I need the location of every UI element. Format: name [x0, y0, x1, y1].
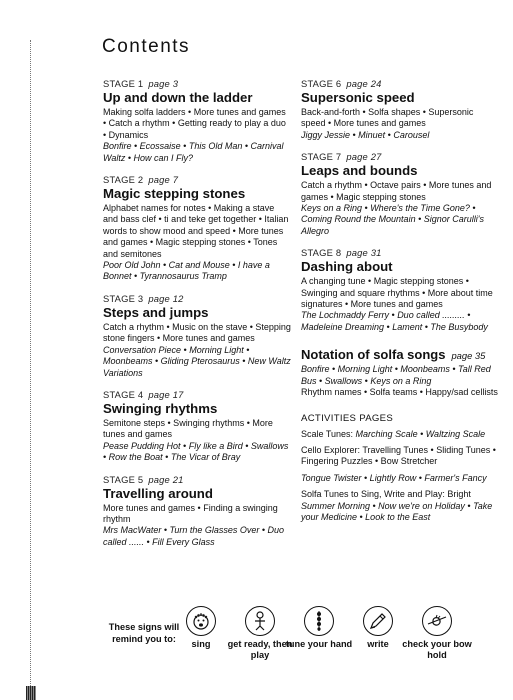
- stage-title: Dashing about: [301, 259, 393, 275]
- sign-label: check your bow hold: [402, 639, 472, 660]
- stage-topics: Catch a rhythm • Octave pairs • More tunes and games • Magic stepping stones: [301, 180, 492, 202]
- stage-title: Up and down the ladder: [103, 90, 253, 105]
- sign-bow-hold: [402, 606, 472, 661]
- bow-hand-icon: [422, 606, 452, 636]
- pencil-icon: [363, 606, 393, 636]
- sign-label: sing: [191, 639, 211, 649]
- stage-page: page 7: [148, 174, 179, 186]
- stage-tunes: Poor Old John • Cat and Mouse • I have a Bonnet • Tyrannosaurus Tramp: [103, 260, 270, 282]
- binding-dots: [30, 40, 31, 688]
- sign-label: tune your hand: [285, 639, 353, 649]
- stage-label: STAGE 6: [301, 78, 342, 89]
- stage-label: STAGE 8: [301, 247, 342, 259]
- stage-label: STAGE 1: [103, 78, 144, 89]
- left-column: [103, 78, 291, 558]
- stage-6: [301, 78, 499, 141]
- activity-item: Tongue Twister • Lightly Row • Farmer's Fancy: [301, 472, 487, 483]
- stage-2: [103, 174, 291, 283]
- page-title: Contents: [102, 36, 191, 57]
- stage-topics: A changing tune • Magic stepping stones • Swinging and square rhythms • More about time signatures • More tunes and games: [301, 276, 493, 310]
- stage-8: [301, 247, 499, 333]
- stage-tunes: Mrs MacWater • Turn the Glasses Over • Duo called ...... • Fill Every Glass: [103, 525, 285, 547]
- stage-topics: Alphabet names for notes • Making a stave and bass clef • ti and teke get together • Italian words to show mood and speed • More tunes and games • Magic stepping stones • Tones and semitones: [103, 203, 289, 259]
- stage-3: [103, 293, 291, 379]
- singing-face-icon: [186, 606, 216, 636]
- stage-tunes: The Lochmaddy Ferry • Duo called ......... • Madeleine Dreaming • Lament • The Busybody: [301, 310, 488, 332]
- activity-item: Solfa Tunes to Sing, Write and Play: Bright Summer Morning • Now we're on Holiday • Take your Medicine • Look to the East: [301, 489, 493, 522]
- stage-5: [103, 474, 291, 549]
- stage-title: Travelling around: [103, 485, 213, 501]
- stage-topics: Making solfa ladders • More tunes and games • Catch a rhythm • Getting ready to play a duo • Dynamics: [103, 107, 286, 140]
- stage-topics: Semitone steps • Swinging rhythms • More tunes and games: [103, 417, 273, 440]
- stage-label: STAGE 7: [301, 151, 342, 163]
- stage-tunes: Bonfire • Ecossaise • This Old Man • Carnival Waltz • How can I Fly?: [103, 141, 284, 163]
- stage-title: Steps and jumps: [103, 304, 209, 320]
- stage-4: [103, 389, 291, 464]
- stage-topics: Catch a rhythm • Music on the stave • Stepping stone fingers • More tunes and games: [103, 321, 291, 344]
- stage-tunes: Keys on a Ring • Where's the Time Gone? • Coming Round the Mountain • Signor Carulli's Allegro: [301, 203, 484, 236]
- stage-title: Swinging rhythms: [103, 400, 218, 416]
- ready-figure-icon: [245, 606, 275, 636]
- sign-label: write: [367, 639, 389, 649]
- notation-tunes: Bonfire • Morning Light • Moonbeams • Tall Red Bus • Swallows • Keys on a Ring: [301, 364, 491, 386]
- stage-label: STAGE 3: [103, 292, 144, 304]
- stage-topics: Back-and-forth • Solfa shapes • Supersonic speed • More tunes and games: [301, 107, 474, 129]
- stage-page: page 17: [148, 388, 184, 400]
- stage-7: [301, 151, 499, 237]
- stage-page: page 3: [148, 78, 179, 89]
- right-column: [301, 78, 499, 528]
- stage-title: Leaps and bounds: [301, 163, 418, 179]
- page-corner-mark: [26, 686, 36, 700]
- stage-topics: More tunes and games • Finding a swinging rhythm: [103, 502, 278, 524]
- notation-title: Notation of solfa songs: [301, 347, 446, 363]
- stage-page: page 31: [346, 247, 382, 259]
- sign-label: get ready, then play: [227, 639, 293, 660]
- activity-item: Cello Explorer: Travelling Tunes • Sliding Tunes • Fingering Puzzles • Bow Stretcher: [301, 444, 496, 467]
- stage-page: page 24: [346, 78, 382, 89]
- stage-title: Magic stepping stones: [103, 186, 246, 202]
- stage-tunes: Pease Pudding Hot • Fly like a Bird • Swallows • Row the Boat • The Vicar of Bray: [103, 440, 289, 463]
- activities-heading: ACTIVITIES PAGES: [301, 412, 394, 424]
- stage-tunes: Jiggy Jessie • Minuet • Carousel: [301, 129, 430, 140]
- stage-1: [103, 78, 291, 164]
- stage-label: STAGE 4: [103, 388, 144, 400]
- stage-page: page 21: [148, 473, 184, 485]
- notation-topics: Rhythm names • Solfa teams • Happy/sad cellists: [301, 387, 498, 398]
- hand-dots-icon: [304, 606, 334, 636]
- signs-intro: These signs will remind you to:: [108, 622, 180, 644]
- stage-tunes: Conversation Piece • Morning Light • Moonbeams • Gliding Pterosaurus • New Waltz Variations: [103, 344, 291, 378]
- stage-page: page 27: [346, 151, 382, 163]
- stage-title: Supersonic speed: [301, 90, 415, 105]
- activities-section: [301, 413, 499, 524]
- notation-page: page 35: [451, 350, 486, 362]
- activity-item: Scale Tunes: Marching Scale • Waltzing Scale: [301, 428, 486, 439]
- stage-label: STAGE 2: [103, 174, 144, 186]
- stage-page: page 12: [148, 292, 184, 304]
- notation-section: [301, 347, 499, 398]
- stage-label: STAGE 5: [103, 473, 144, 485]
